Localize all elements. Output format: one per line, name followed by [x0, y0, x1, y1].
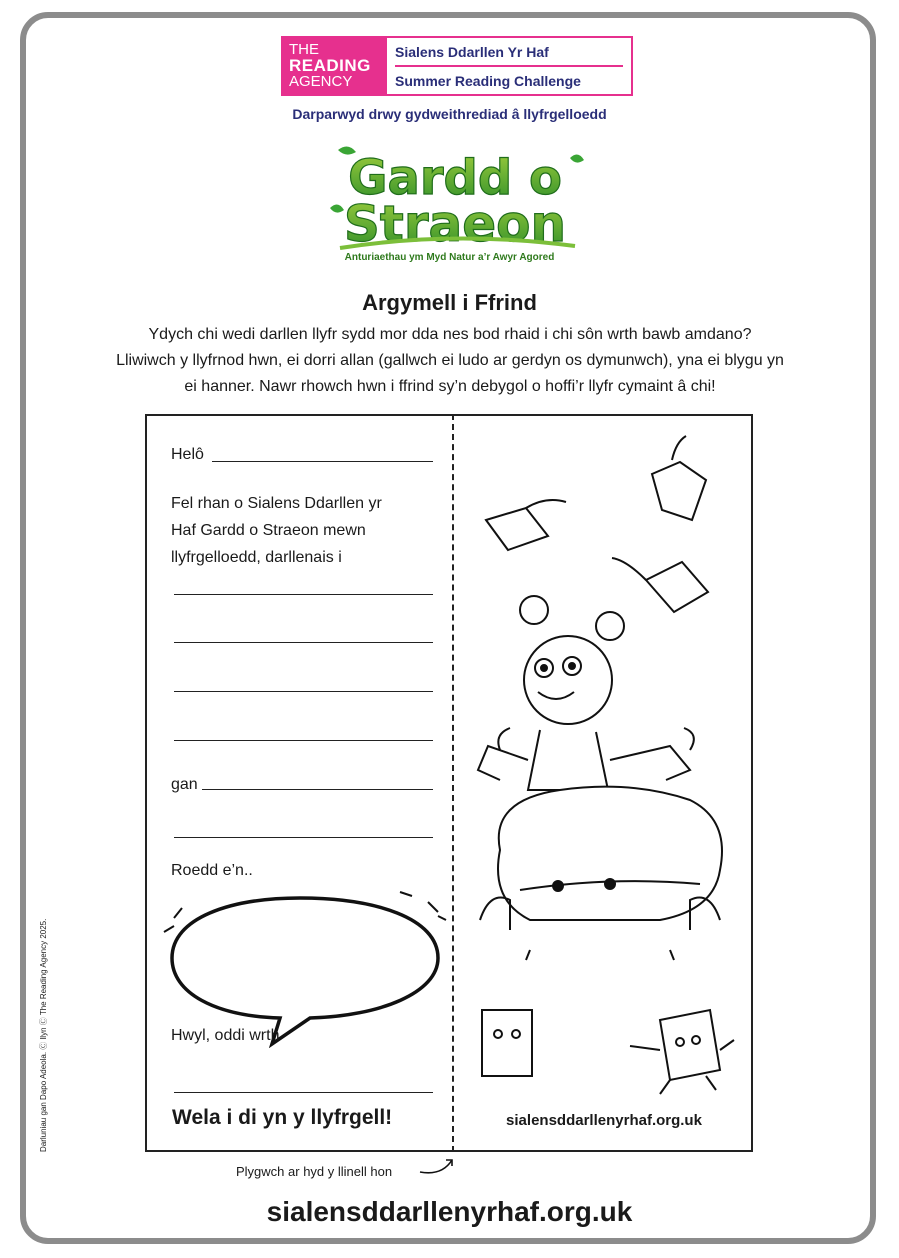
signature-line [174, 1092, 433, 1093]
speech-bubble [160, 888, 450, 1048]
author-line [202, 789, 433, 790]
bookmark-url: sialensddarllenyrhaf.org.uk [506, 1112, 702, 1129]
logo-text-the: THE [289, 41, 319, 58]
flying-book-icon [652, 436, 706, 520]
gardd-o-straeon-logo [320, 138, 590, 268]
theme-title-line1: Gardd o [348, 150, 562, 206]
hello-label: Helô [171, 446, 204, 463]
rock-creature [480, 787, 722, 960]
curved-arrow-icon [416, 1154, 456, 1178]
page-title: Argymell i Ffrind [362, 290, 537, 315]
illustration-credit: Darluniau gan Dapo Adeola. Ⓒ llyn Ⓒ The Reading Agency 2025. [39, 918, 48, 1152]
partner-text: Darparwyd drwy gydweithrediad â llyfrgelloedd [292, 106, 607, 122]
it-was-label: Roedd e’n.. [171, 862, 253, 879]
book-title-line [174, 594, 433, 595]
theme-tagline: Anturiaethau ym Myd Natur a’r Awyr Agored [344, 252, 555, 263]
reading-agency-logo [281, 36, 633, 96]
challenge-title-block [387, 38, 631, 94]
challenge-title-welsh: Sialens Ddarllen Yr Haf [395, 44, 623, 67]
book-title-line [174, 691, 433, 692]
challenge-title-english: Summer Reading Challenge [395, 72, 581, 89]
logo-text-agency: AGENCY [289, 73, 353, 90]
author-line [174, 837, 433, 838]
bye-label: Hwyl, oddi wrth [171, 1027, 280, 1044]
bookmark-paragraph-line1: Fel rhan o Sialens Ddarllen yr [171, 495, 382, 512]
illustration-girl-on-creature [460, 430, 746, 1100]
book-title-line [174, 642, 433, 643]
intro-line1: Ydych chi wedi darllen llyfr sydd mor dda nes bod rhaid i chi sôn wrth bawb amdano? [148, 326, 752, 343]
intro-line2: Lliwiwch y llyfrnod hwn, ei dorri allan (gallwch ei ludo ar gerdyn os dymunwch), yna ei blygu yn ei hanner. Nawr rhowch hwn i ffrind sy’n debygol o hoffi’r llyfr cymaint â chi! [116, 352, 784, 395]
bookmark-paragraph [171, 490, 382, 571]
logo-text-reading: READING [289, 56, 371, 75]
reading-agency-mark [283, 38, 387, 94]
walking-book-icon [630, 1010, 734, 1094]
bookmark-paragraph-line3: llyfrgelloedd, darllenais i [171, 549, 342, 566]
bookmark-paragraph-line2: Haf Gardd o Straeon mewn [171, 522, 366, 539]
by-label: gan [171, 776, 198, 793]
fold-line [452, 414, 454, 1152]
closing-text: Wela i di yn y llyfrgell! [172, 1106, 393, 1129]
girl-character [478, 596, 694, 790]
walking-book-icon [482, 1010, 532, 1076]
name-line [212, 461, 433, 462]
fold-instruction-text: Plygwch ar hyd y llinell hon [236, 1164, 393, 1179]
book-title-line [174, 740, 433, 741]
fold-instruction [236, 1164, 392, 1179]
footer-url: sialensddarllenyrhaf.org.uk [266, 1196, 633, 1227]
flying-book-icon [612, 558, 708, 612]
intro-text [110, 322, 790, 400]
theme-title-line2: Straeon [343, 195, 567, 253]
flying-book-icon [486, 500, 566, 550]
